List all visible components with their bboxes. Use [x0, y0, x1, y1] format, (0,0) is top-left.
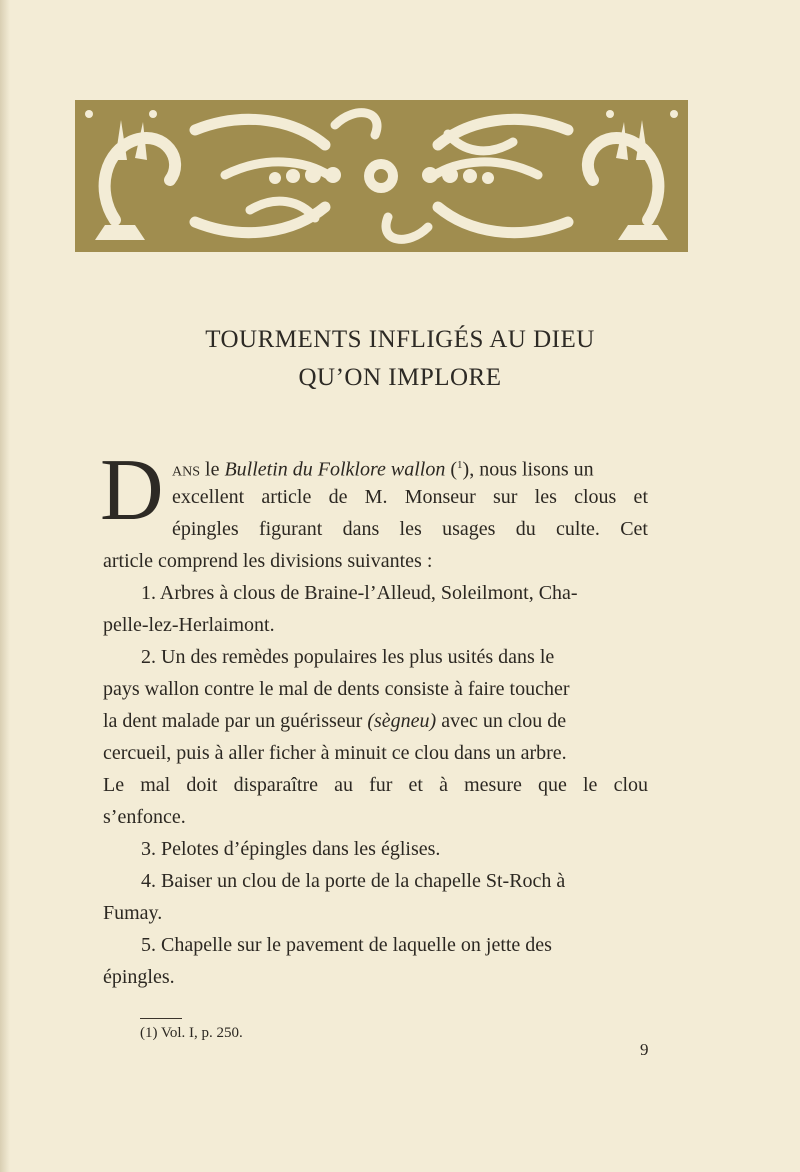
footnote-separator [140, 1018, 182, 1019]
intro-smallcaps: ans [172, 458, 201, 481]
item-2-line-6: s’enfonce. [103, 806, 186, 828]
item-2-line-4: cercueil, puis à aller ficher à minuit ce clou dans un arbre. [103, 742, 567, 764]
intro-text-b: ( [445, 458, 458, 481]
journal-title: Bulletin du Folklore wallon [224, 458, 446, 481]
item-5-line-2: épingles. [103, 966, 175, 988]
footnote [140, 1025, 243, 1042]
intro-line-4: article comprend les divisions suivantes : [103, 550, 433, 572]
item-1-line-1: 1. Arbres à clous de Braine-l’Alleud, Soleilmont, Cha- [141, 582, 578, 604]
item-4-line-1: 4. Baiser un clou de la porte de la chapelle St-Roch à [141, 870, 566, 892]
intro-line-3: épingles figurant dans les usages du culte. Cet [172, 518, 648, 540]
footnote-reference: 1 [457, 459, 463, 471]
intro-text-c: ), nous lisons un [462, 458, 594, 481]
item-2-line-5: Le mal doit disparaître au fur et à mesure que le clou [103, 774, 648, 796]
italic-term: (sègneu) [367, 710, 437, 732]
footnote-text: Vol. I, p. 250. [157, 1025, 243, 1041]
item-2-line-1: 2. Un des remèdes populaires les plus usités dans le [141, 646, 555, 668]
page-number: 9 [640, 1040, 649, 1059]
item-3-line-1: 3. Pelotes d’épingles dans les églises. [141, 838, 441, 860]
item-5-line-1: 5. Chapelle sur le pavement de laquelle on jette des [141, 934, 552, 956]
item-2-line-3 [103, 705, 648, 737]
footnote-marker: (1) [140, 1025, 158, 1041]
ornamental-headpiece-icon [75, 100, 688, 252]
item-2-line-2: pays wallon contre le mal de dents consiste à faire toucher [103, 678, 570, 700]
item-4-line-2: Fumay. [103, 902, 163, 924]
item-1-line-2: pelle-lez-Herlaimont. [103, 614, 275, 636]
intro-text-a: le [200, 458, 225, 481]
intro-line-2: excellent article de M. Monseur sur les clous et [172, 486, 648, 508]
item-2-text-a: la dent malade par un guérisseur [103, 710, 368, 732]
drop-cap: D [100, 442, 164, 539]
item-2-text-b: avec un clou de [436, 710, 567, 732]
page-title-line-1: TOURMENTS INFLIGÉS AU DIEU [205, 326, 595, 353]
page-edge-shadow [0, 0, 10, 1172]
page-title-line-2: QU’ON IMPLORE [298, 364, 502, 391]
